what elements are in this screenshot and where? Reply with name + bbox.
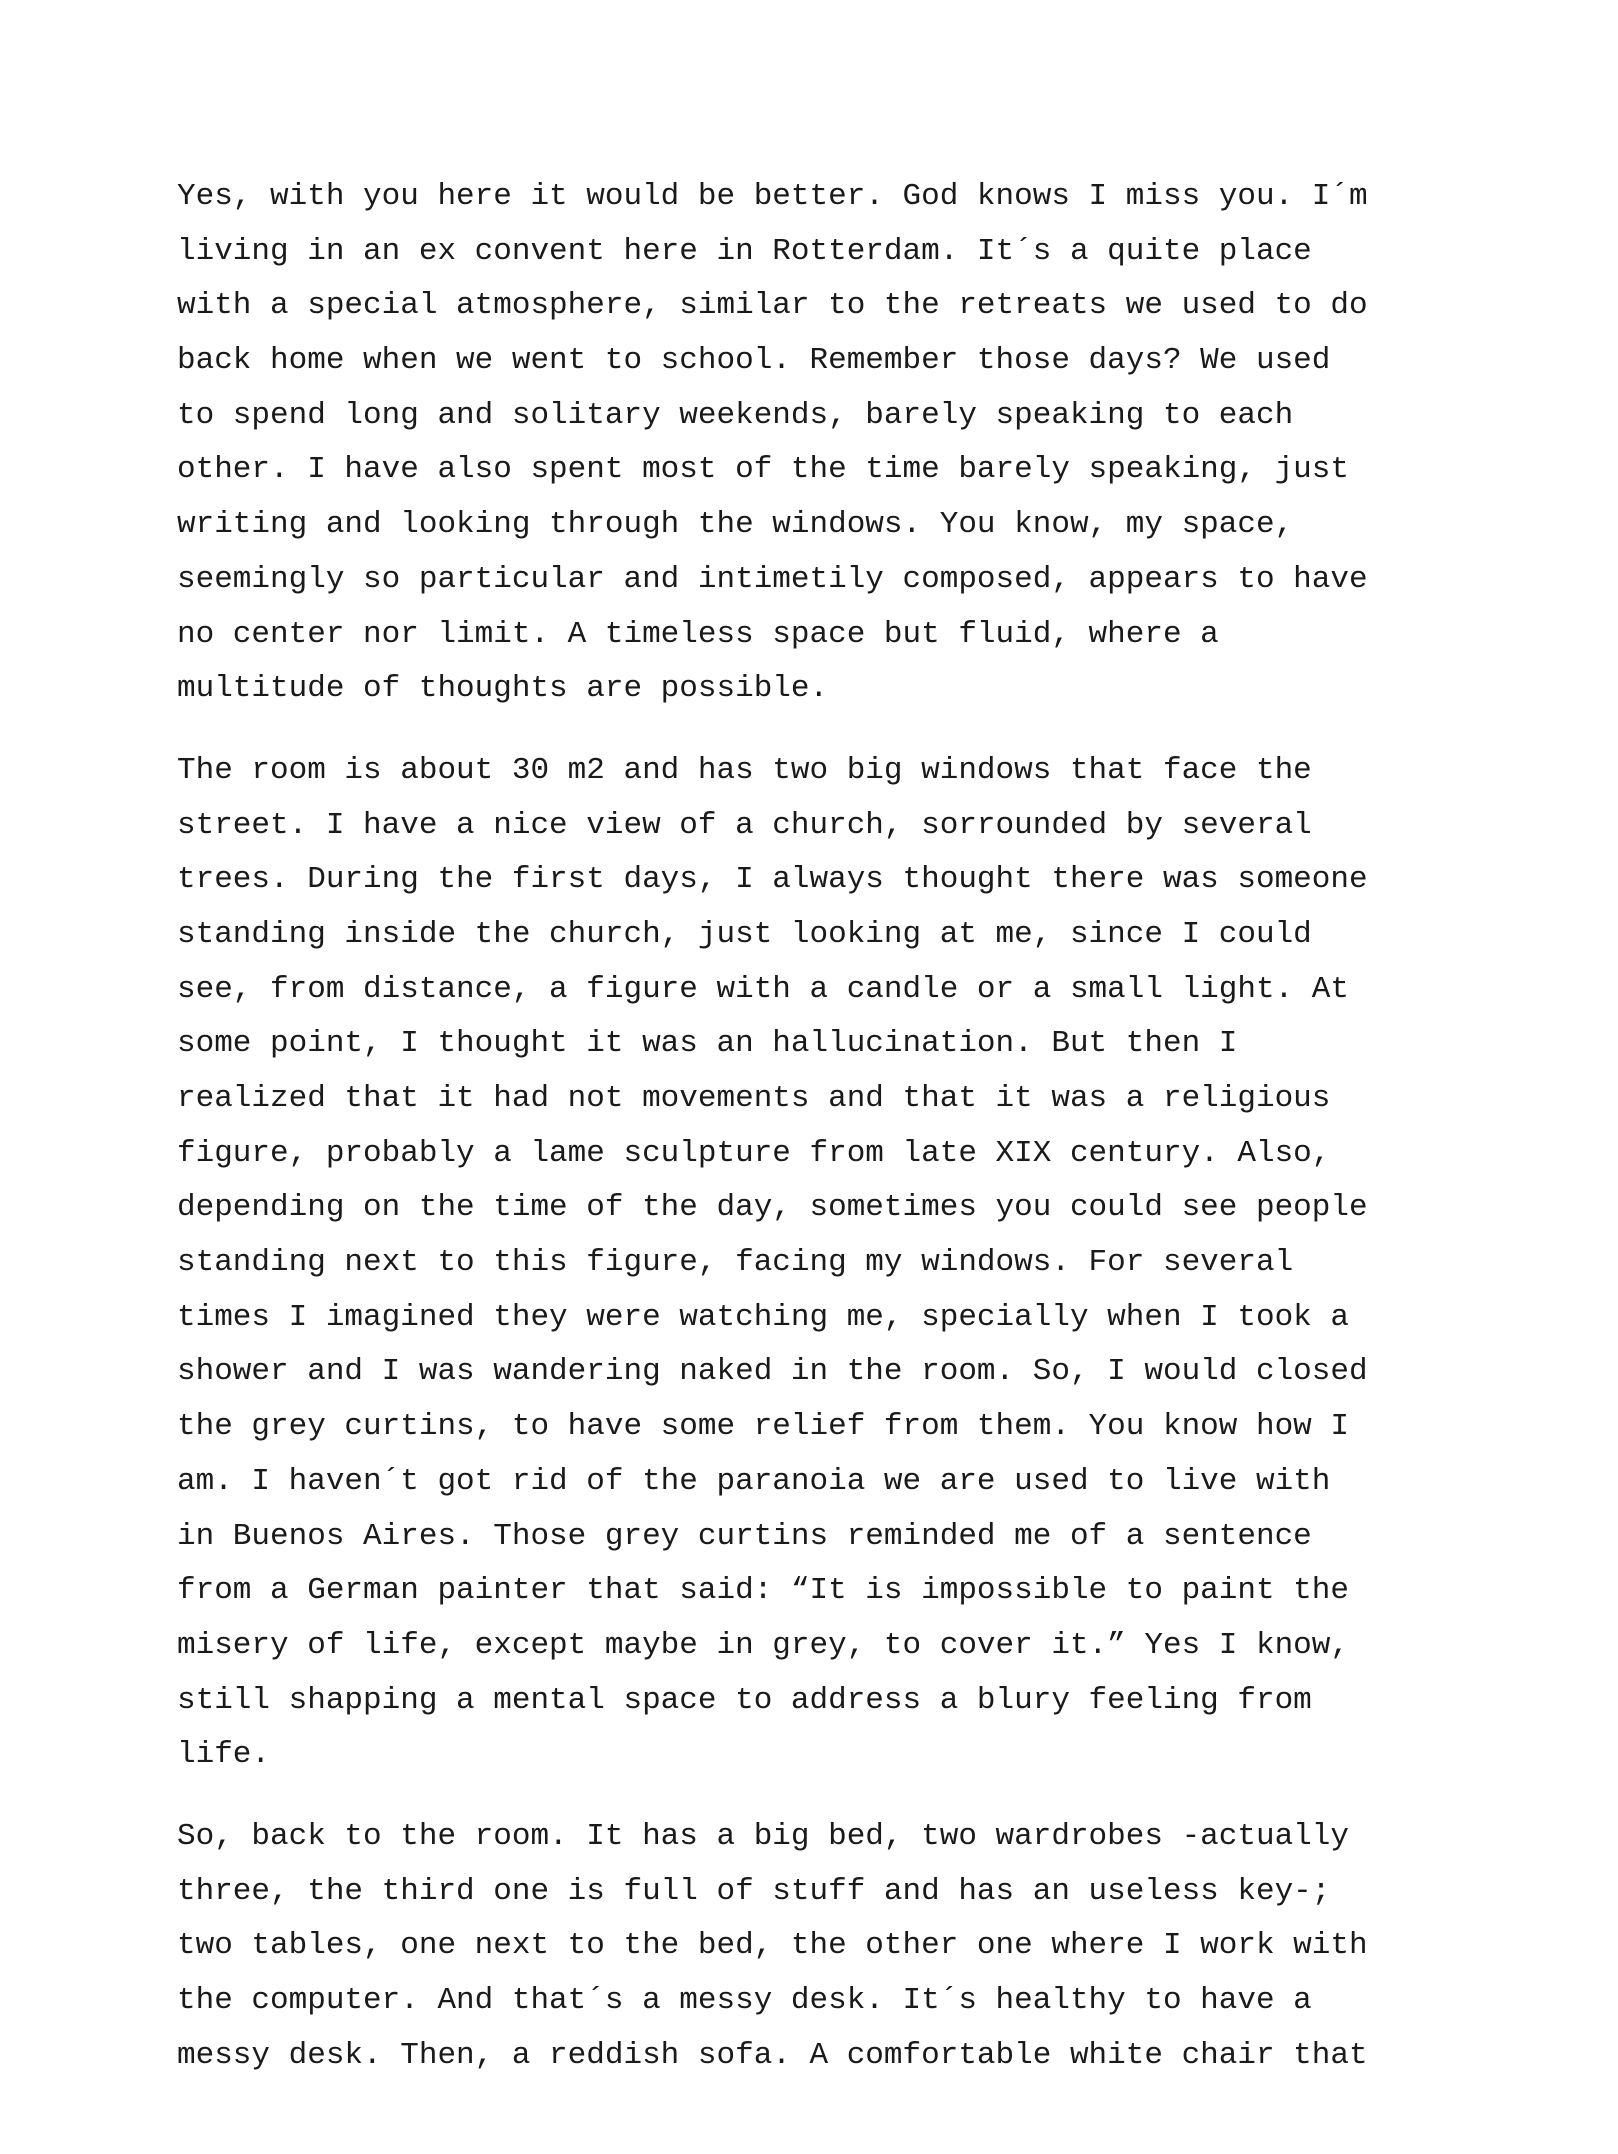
text-line: multitude of thoughts are possible. xyxy=(177,671,829,707)
text-line: the grey curtins, to have some relief from them. You know how I xyxy=(177,1409,1349,1445)
text-line: some point, I thought it was an hallucination. But then I xyxy=(177,1026,1238,1062)
text-line: standing inside the church, just looking at me, since I could xyxy=(177,916,1312,952)
text-line: see, from distance, a figure with a candle or a small light. At xyxy=(177,971,1349,1007)
text-line: writing and looking through the windows. You know, my space, xyxy=(177,507,1294,543)
text-line: So, back to the room. It has a big bed, two wardrobes -actually xyxy=(177,1818,1349,1854)
text-line: with a special atmosphere, similar to the retreats we used to do xyxy=(177,288,1368,324)
text-line: Yes, with you here it would be better. God knows I miss you. I´m xyxy=(177,179,1368,214)
text-line: shower and I was wandering naked in the room. So, I would closed xyxy=(177,1354,1368,1390)
text-line: seemingly so particular and intimetily composed, appears to have xyxy=(177,561,1368,597)
text-line: misery of life, except maybe in grey, to cover it.” Yes I know, xyxy=(177,1627,1349,1663)
paragraph xyxy=(177,170,1477,717)
text-line: am. I haven´t got rid of the paranoia we are used to live with xyxy=(177,1463,1331,1499)
text-line: in Buenos Aires. Those grey curtins reminded me of a sentence xyxy=(177,1518,1312,1554)
text-line: The room is about 30 m2 and has two big windows that face the xyxy=(177,752,1312,788)
text-line: other. I have also spent most of the time barely speaking, just xyxy=(177,452,1349,488)
text-line: two tables, one next to the bed, the other one where I work with xyxy=(177,1928,1368,1964)
text-line: realized that it had not movements and that it was a religious xyxy=(177,1081,1331,1116)
text-line: depending on the time of the day, sometimes you could see people xyxy=(177,1190,1368,1226)
text-line: life. xyxy=(177,1737,271,1773)
text-line: from a German painter that said: “It is impossible to paint the xyxy=(177,1573,1349,1609)
paragraph xyxy=(177,744,1477,1783)
text-line: no center nor limit. A timeless space but fluid, where a xyxy=(177,616,1219,652)
letter-body xyxy=(177,170,1477,2110)
text-line: back home when we went to school. Remember those days? We used xyxy=(177,343,1331,379)
text-line: standing next to this figure, facing my windows. For several xyxy=(177,1245,1294,1281)
text-line: to spend long and solitary weekends, barely speaking to each xyxy=(177,397,1294,433)
text-line: still shapping a mental space to address a blury feeling from xyxy=(177,1682,1312,1718)
text-line: messy desk. Then, a reddish sofa. A comfortable white chair that xyxy=(177,2037,1368,2073)
text-line: street. I have a nice view of a church, sorrounded by several xyxy=(177,807,1312,843)
text-line: living in an ex convent here in Rotterdam. It´s a quite place xyxy=(177,233,1312,269)
text-line: the computer. And that´s a messy desk. It´s healthy to have a xyxy=(177,1983,1312,2018)
text-line: figure, probably a lame sculpture from late XIX century. Also, xyxy=(177,1135,1331,1171)
text-line: times I imagined they were watching me, specially when I took a xyxy=(177,1299,1349,1335)
text-line: three, the third one is full of stuff and has an useless key-; xyxy=(177,1873,1331,1909)
text-line: trees. During the first days, I always thought there was someone xyxy=(177,862,1368,898)
paragraph xyxy=(177,1810,1477,2083)
